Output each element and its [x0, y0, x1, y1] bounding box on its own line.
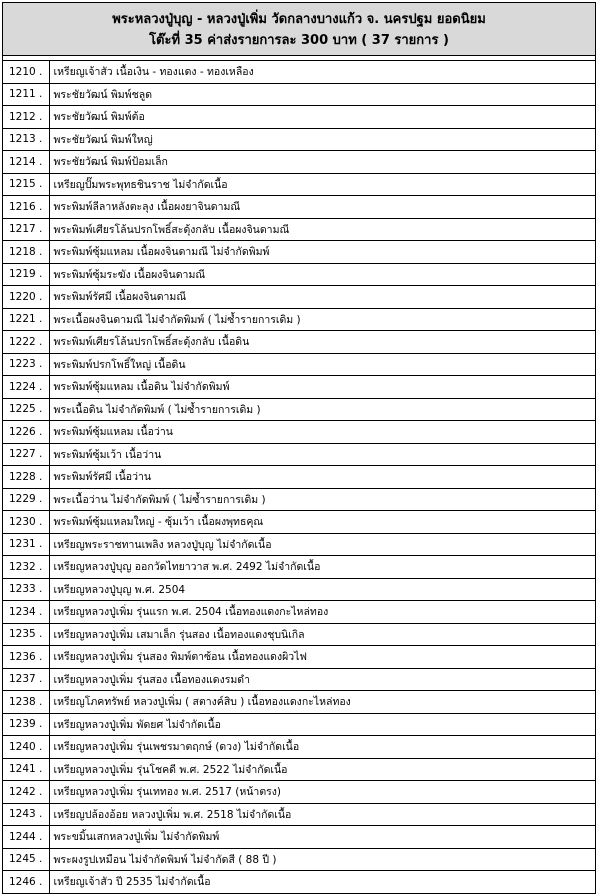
item-description: พระเนื้อผงจินดามณี ไม่จำกัดพิมพ์ ( ไม่ซ้ำรายการเดิม ): [49, 308, 595, 331]
table-row: [3, 398, 595, 421]
table-row: [3, 308, 595, 331]
table-row: [3, 668, 595, 691]
table-row: [3, 241, 595, 264]
item-number: 1215 .: [3, 173, 49, 196]
table-row: [3, 646, 595, 669]
item-number: 1222 .: [3, 331, 49, 354]
item-description: พระพิมพ์ซุ้มแหลม เนื้อผงจินดามณี ไม่จำกัดพิมพ์: [49, 241, 595, 264]
item-description: พระพิมพ์ซุ้มเว้า เนื้อว่าน: [49, 443, 595, 466]
item-description: พระพิมพ์ปรกโพธิ์ใหญ่ เนื้อดิน: [49, 353, 595, 376]
table-row: [3, 443, 595, 466]
item-description: พระเนื้อว่าน ไม่จำกัดพิมพ์ ( ไม่ซ้ำรายการเดิม ): [49, 488, 595, 511]
item-description: พระเนื้อดิน ไม่จำกัดพิมพ์ ( ไม่ซ้ำรายการเดิม ): [49, 398, 595, 421]
item-number: 1246 .: [3, 871, 49, 893]
table-row: [3, 848, 595, 871]
item-description: พระชัยวัฒน์ พิมพ์ชลูด: [49, 83, 595, 106]
item-description: พระพิมพ์รัศมี เนื้อผงจินดามณี: [49, 286, 595, 309]
item-description: เหรียญเจ้าสัว ปี 2535 ไม่จำกัดเนื้อ: [53, 876, 211, 889]
item-description: เหรียญปั๊มพระพุทธชินราช ไม่จำกัดเนื้อ: [49, 173, 595, 196]
item-description: เหรียญหลวงปู่เพิ่ม รุ่นแรก พ.ศ. 2504 เนื้อทองแดงกะไหล่ทอง: [49, 601, 595, 624]
header-title: พระหลวงปู่บุญ - หลวงปู่เพิ่ม วัดกลางบางแก้ว จ. นครปฐม ยอดนิยม: [112, 12, 486, 27]
item-number: 1213 .: [3, 128, 49, 151]
table-row: [3, 151, 595, 174]
item-number: 1242 .: [3, 781, 49, 804]
table-row: [3, 173, 595, 196]
table-row: [3, 556, 595, 579]
item-number: 1217 .: [3, 218, 49, 241]
item-description: เหรียญหลวงปู่เพิ่ม รุ่นโชคดี พ.ศ. 2522 ไม่จำกัดเนื้อ: [49, 758, 595, 781]
table-row: [3, 691, 595, 714]
item-description: เหรียญหลวงปู่เพิ่ม รุ่นสอง พิมพ์ตาซ้อน เนื้อทองแดงผิวไฟ: [49, 646, 595, 669]
table-row: [3, 826, 595, 849]
item-description: พระชัยวัฒน์ พิมพ์ใหญ่: [49, 128, 595, 151]
item-description: พระขมิ้นเสกหลวงปู่เพิ่ม ไม่จำกัดพิมพ์: [49, 826, 595, 849]
item-number: 1224 .: [3, 376, 49, 399]
item-description: เหรียญหลวงปู่บุญ พ.ศ. 2504: [49, 578, 595, 601]
item-description: เหรียญปล้องอ้อย หลวงปู่เพิ่ม พ.ศ. 2518 ไม่จำกัดเนื้อ: [49, 803, 595, 826]
table-row: [3, 713, 595, 736]
table-row: [3, 758, 595, 781]
item-number: 1223 .: [3, 353, 49, 376]
item-number: 1216 .: [3, 196, 49, 219]
table-row: [3, 466, 595, 489]
item-description: เหรียญเจ้าสัว เนื้อเงิน - ทองแดง - ทองเหลือง: [49, 61, 595, 83]
table-row: [3, 421, 595, 444]
table-row: [3, 83, 595, 106]
item-number: 1243 .: [3, 803, 49, 826]
item-number: 1221 .: [3, 308, 49, 331]
item-number: 1230 .: [3, 511, 49, 534]
item-description: พระพิมพ์รัศมี เนื้อว่าน: [49, 466, 595, 489]
item-description: พระพิมพ์ลีลาหลังตะลุง เนื้อผงยาจินดามณี: [49, 196, 595, 219]
table-row: [3, 533, 595, 556]
item-description: พระชัยวัฒน์ พิมพ์ป้อมเล็ก: [49, 151, 595, 174]
table-row: [3, 218, 595, 241]
item-number: 1237 .: [3, 668, 49, 691]
table-row: [3, 488, 595, 511]
header-subtitle: โต๊ะที่ 35 ค่าส่งรายการละ 300 บาท ( 37 รายการ ): [149, 33, 449, 48]
item-number: 1220 .: [3, 286, 49, 309]
item-number: 1235 .: [3, 623, 49, 646]
item-description: เหรียญหลวงปู่เพิ่ม พัดยศ ไม่จำกัดเนื้อ: [49, 713, 595, 736]
auction-list-sheet: [2, 2, 596, 894]
item-number: 1229 .: [3, 488, 49, 511]
table-row: [3, 128, 595, 151]
item-description: เหรียญโภคทรัพย์ หลวงปู่เพิ่ม ( สตางค์สิบ ) เนื้อทองแดงกะไหล่ทอง: [49, 691, 595, 714]
table-row: [3, 286, 595, 309]
item-number: 1226 .: [3, 421, 49, 444]
table-row: [3, 263, 595, 286]
item-number: 1218 .: [3, 241, 49, 264]
item-description: พระพิมพ์ซุ้มแหลมใหญ่ - ซุ้มเว้า เนื้อผงพุทธคุณ: [49, 511, 595, 534]
item-number: 1211 .: [3, 83, 49, 106]
items-table: [3, 61, 595, 893]
table-row: [3, 578, 595, 601]
item-number: 1239 .: [3, 713, 49, 736]
item-number: 1232 .: [3, 556, 49, 579]
table-row: [3, 376, 595, 399]
item-description: เหรียญหลวงปู่บุญ ออกวัดไทยาวาส พ.ศ. 2492 ไม่จำกัดเนื้อ: [49, 556, 595, 579]
item-description: เหรียญหลวงปู่เพิ่ม เสมาเล็ก รุ่นสอง เนื้อทองแดงชุบนิเกิล: [49, 623, 595, 646]
table-row: [3, 331, 595, 354]
item-number: 1212 .: [3, 106, 49, 129]
item-number: 1225 .: [3, 398, 49, 421]
item-description: พระพิมพ์เศียรโล้นปรกโพธิ์สะดุ้งกลับ เนื้อผงจินดามณี: [49, 218, 595, 241]
item-number: 1245 .: [3, 848, 49, 871]
list-header: [3, 3, 595, 56]
table-row: [3, 871, 595, 893]
item-number: 1214 .: [3, 151, 49, 174]
table-row: [3, 353, 595, 376]
item-number: 1228 .: [3, 466, 49, 489]
table-row: [3, 623, 595, 646]
item-description: พระพิมพ์ซุ้มแหลม เนื้อดิน ไม่จำกัดพิมพ์: [49, 376, 595, 399]
item-number: 1236 .: [3, 646, 49, 669]
item-number: 1210 .: [3, 61, 49, 83]
item-number: 1241 .: [3, 758, 49, 781]
items-table-body: [3, 61, 595, 893]
table-row: [3, 196, 595, 219]
table-row: [3, 61, 595, 83]
item-number: 1227 .: [3, 443, 49, 466]
table-row: [3, 511, 595, 534]
table-row: [3, 781, 595, 804]
item-description: พระพิมพ์ซุ้มแหลม เนื้อว่าน: [49, 421, 595, 444]
item-number: 1231 .: [3, 533, 49, 556]
table-row: [3, 106, 595, 129]
item-number: 1219 .: [3, 263, 49, 286]
item-description: เหรียญหลวงปู่เพิ่ม รุ่นเททอง พ.ศ. 2517 (หน้าตรง): [49, 781, 595, 804]
item-description: พระผงรูปเหมือน ไม่จำกัดพิมพ์ ไม่จำกัดสี ( 88 ปี ): [49, 848, 595, 871]
item-number: 1238 .: [3, 691, 49, 714]
item-description: พระชัยวัฒน์ พิมพ์ต้อ: [49, 106, 595, 129]
item-description: พระพิมพ์เศียรโล้นปรกโพธิ์สะดุ้งกลับ เนื้อดิน: [49, 331, 595, 354]
item-description: พระพิมพ์ซุ้มระฆัง เนื้อผงจินดามณี: [49, 263, 595, 286]
item-description: เหรียญพระราชทานเพลิง หลวงปู่บุญ ไม่จำกัดเนื้อ: [49, 533, 595, 556]
item-description: เหรียญหลวงปู่เพิ่ม รุ่นเพชรมาตฤกษ์ (ดวง) ไม่จำกัดเนื้อ: [49, 736, 595, 759]
item-number: 1244 .: [3, 826, 49, 849]
table-row: [3, 803, 595, 826]
item-number: 1234 .: [3, 601, 49, 624]
table-row: [3, 601, 595, 624]
item-number: 1233 .: [3, 578, 49, 601]
item-number: 1240 .: [3, 736, 49, 759]
table-row: [3, 736, 595, 759]
item-description: เหรียญหลวงปู่เพิ่ม รุ่นสอง เนื้อทองแดงรมดำ: [49, 668, 595, 691]
